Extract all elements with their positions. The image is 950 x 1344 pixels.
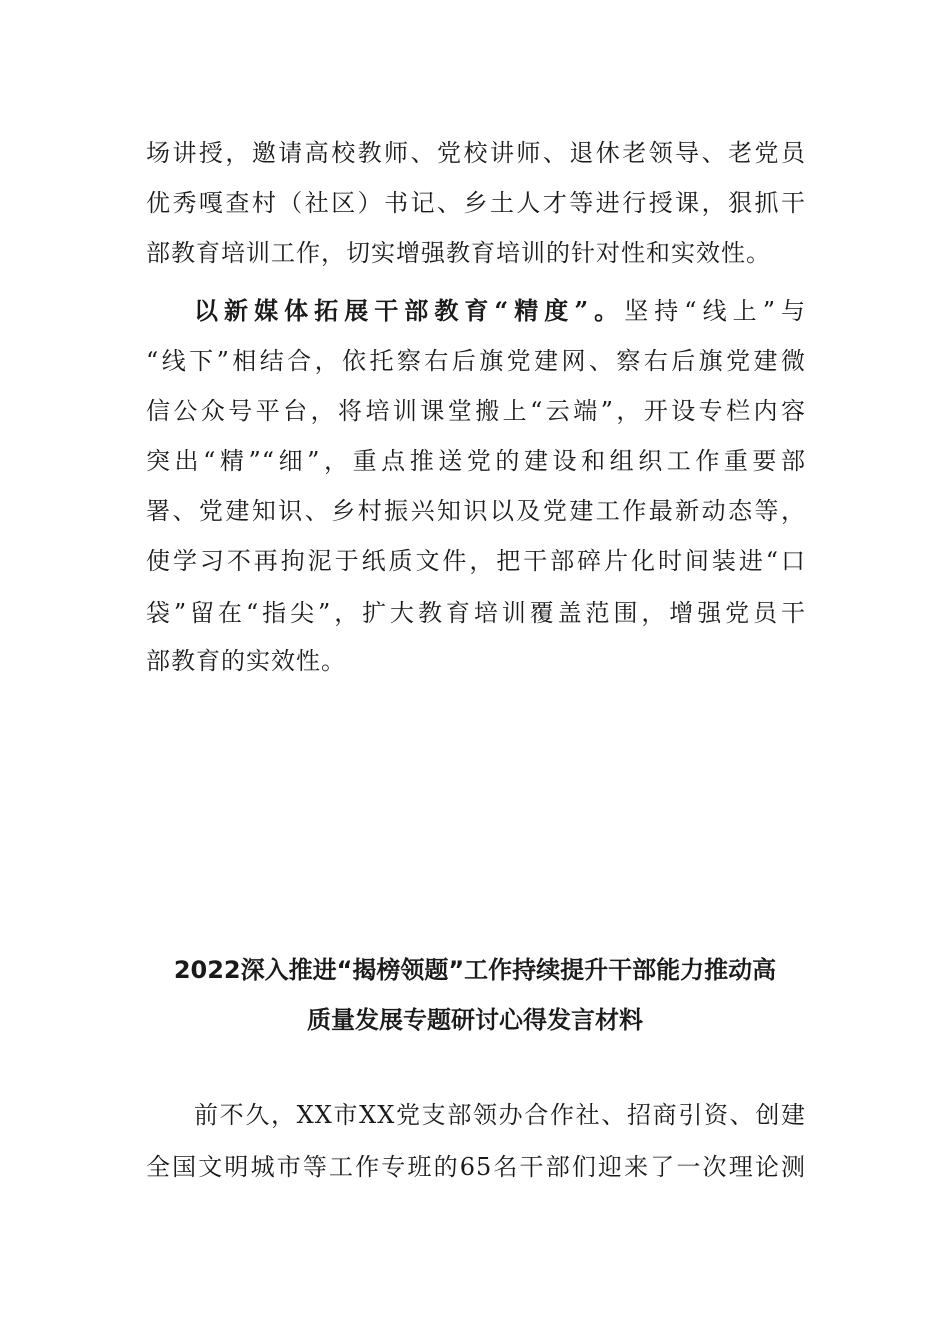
text-line: 前不久，XX市XX党支部领办合作社、招商引资、创建 — [194, 1101, 806, 1129]
text-line: 全国文明城市等工作专班的65名干部们迎来了一次理论测 — [146, 1153, 806, 1181]
text-line: 场讲授，邀请高校教师、党校讲师、退休老领导、老党员 — [146, 139, 806, 167]
lead-text: 坚持“线上”与 — [624, 297, 806, 325]
article-title-line-1: 2022深入推进“揭榜领题”工作持续提升干部能力推动高 — [173, 956, 777, 984]
text-line: 优秀嘎查村（社区）书记、乡土人才等进行授课，狠抓干 — [146, 189, 806, 217]
text-line: 部教育的实效性。 — [146, 647, 346, 675]
text-line: 署、党建知识、乡村振兴知识以及党建工作最新动态等， — [146, 497, 806, 525]
text-line: 部教育培训工作，切实增强教育培训的针对性和实效性。 — [146, 239, 771, 267]
article-title-line-2: 质量发展专题研讨心得发言材料 — [307, 1006, 643, 1034]
text-line: “线下”相结合，依托察右后旗党建网、察右后旗党建微 — [146, 347, 806, 375]
paragraph-lead-line — [194, 294, 806, 328]
text-line: 突出“精”“细”，重点推送党的建设和组织工作重要部 — [146, 447, 806, 475]
text-line: 使学习不再拘泥于纸质文件，把干部碎片化时间装进“口 — [146, 547, 806, 575]
text-line: 信公众号平台，将培训课堂搬上“云端”，开设专栏内容 — [146, 397, 806, 425]
bold-heading: 以新媒体拓展干部教育“精度”。 — [194, 296, 625, 325]
text-line: 袋”留在“指尖”，扩大教育培训覆盖范围，增强党员干 — [146, 599, 806, 627]
